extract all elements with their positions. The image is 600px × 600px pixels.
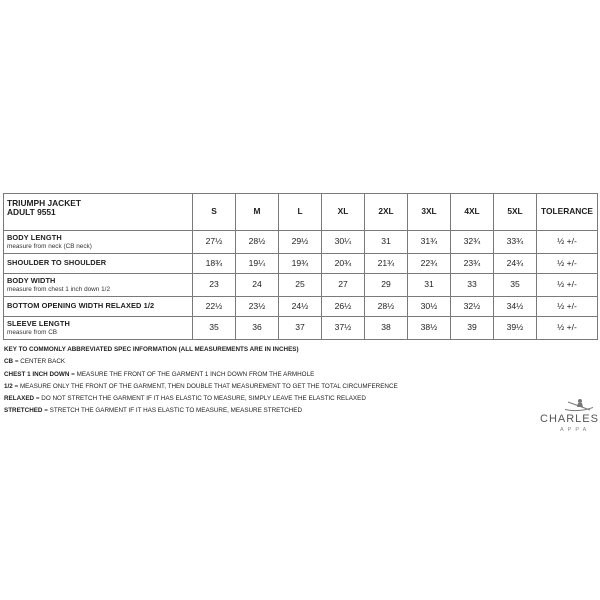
size-spec-table <box>3 193 598 340</box>
measurement-value: 23 <box>193 274 236 297</box>
measurement-value: 29½ <box>279 231 322 254</box>
tolerance-value: ½ +/- <box>537 231 598 254</box>
key-item <box>4 393 597 405</box>
measurement-value: 27½ <box>193 231 236 254</box>
key-definition: = DO NOT STRETCH THE GARMENT IF IT HAS ELASTIC TO MEASURE, SIMPLY LEAVE THE ELASTIC RELAXED <box>34 395 366 403</box>
measurement-value: 33 <box>451 274 494 297</box>
key-item <box>4 369 597 381</box>
measurement-label: BOTTOM OPENING WIDTH RELAXED 1/2 <box>7 301 155 311</box>
measurement-value: 22¾ <box>408 254 451 274</box>
measurement-value: 26½ <box>322 297 365 317</box>
measurement-value: 34½ <box>494 297 537 317</box>
measurement-name-cell <box>4 231 193 254</box>
measurement-value: 39½ <box>494 317 537 340</box>
table-header-row <box>4 194 598 231</box>
measurement-value: 37 <box>279 317 322 340</box>
measurement-label: BODY LENGTH <box>7 233 62 243</box>
measurement-value: 35 <box>494 274 537 297</box>
measurement-value: 24 <box>236 274 279 297</box>
size-header: L <box>279 194 322 231</box>
table-row <box>4 317 598 340</box>
size-header: 4XL <box>451 194 494 231</box>
table-row <box>4 297 598 317</box>
size-header: 2XL <box>365 194 408 231</box>
measurement-value: 31 <box>365 231 408 254</box>
measurement-value: 27 <box>322 274 365 297</box>
measurement-value: 36 <box>236 317 279 340</box>
tolerance-value: ½ +/- <box>537 274 598 297</box>
measurement-value: 35 <box>193 317 236 340</box>
measurement-value: 22½ <box>193 297 236 317</box>
key-definition: = CENTER BACK <box>13 358 66 366</box>
measurement-value: 29 <box>365 274 408 297</box>
size-header: XL <box>322 194 365 231</box>
measurement-value: 23¾ <box>451 254 494 274</box>
tolerance-value: ½ +/- <box>537 297 598 317</box>
key-definition: = STRETCH THE GARMENT IF IT HAS ELASTIC TO MEASURE, MEASURE STRETCHED <box>42 407 303 415</box>
size-header: S <box>193 194 236 231</box>
measurement-value: 21¾ <box>365 254 408 274</box>
measurement-value: 18¾ <box>193 254 236 274</box>
table-row <box>4 274 598 297</box>
key-item <box>4 356 597 368</box>
measurement-value: 38 <box>365 317 408 340</box>
product-style-number: ADULT 9551 <box>7 207 56 218</box>
measurement-value: 33¾ <box>494 231 537 254</box>
tolerance-value: ½ +/- <box>537 254 598 274</box>
key-definition: = MEASURE THE FRONT OF THE GARMENT 1 INCH DOWN FROM THE ARMHOLE <box>69 370 315 378</box>
brand-name: CHARLES <box>540 413 599 425</box>
measurement-note: measure from chest 1 inch down 1/2 <box>7 285 111 293</box>
size-header: 3XL <box>408 194 451 231</box>
measurement-value: 39 <box>451 317 494 340</box>
key-item <box>4 381 597 393</box>
measurement-value: 31 <box>408 274 451 297</box>
key-item <box>4 405 597 417</box>
key-term: 1/2 <box>4 382 13 390</box>
tolerance-header: TOLERANCE <box>537 194 598 231</box>
measurement-name-cell <box>4 297 193 317</box>
table-row <box>4 231 598 254</box>
measurement-value: 24½ <box>279 297 322 317</box>
measurement-name-cell <box>4 254 193 274</box>
measurement-value: 19¾ <box>279 254 322 274</box>
measurement-value: 32¾ <box>451 231 494 254</box>
key-definition: = MEASURE ONLY THE FRONT OF THE GARMENT, THEN DOUBLE THAT MEASUREMENT TO GET THE TOTAL CIRCUMFERENCE <box>12 382 398 390</box>
key-term: STRETCHED <box>4 407 43 415</box>
spec-sheet <box>3 193 597 418</box>
measurement-value: 37½ <box>322 317 365 340</box>
measurement-value: 30¼ <box>322 231 365 254</box>
rowing-boat-icon <box>564 398 594 412</box>
measurement-note: measure from neck (CB neck) <box>7 242 92 250</box>
brand-subtext: APPA <box>560 427 591 433</box>
measurement-value: 24¾ <box>494 254 537 274</box>
measurement-value: 20¾ <box>322 254 365 274</box>
key-title: KEY TO COMMONLY ABBREVIATED SPEC INFORMATION (ALL MEASUREMENTS ARE IN INCHES) <box>4 346 299 353</box>
measurement-name-cell <box>4 274 193 297</box>
measurement-value: 28½ <box>365 297 408 317</box>
measurement-label: BODY WIDTH <box>7 276 56 286</box>
measurement-value: 28½ <box>236 231 279 254</box>
key-term: RELAXED <box>4 395 35 403</box>
measurement-value: 31¾ <box>408 231 451 254</box>
brand-logo <box>540 398 600 438</box>
tolerance-value: ½ +/- <box>537 317 598 340</box>
measurement-value: 38½ <box>408 317 451 340</box>
abbreviation-key <box>3 344 597 418</box>
measurement-value: 32½ <box>451 297 494 317</box>
measurement-value: 23½ <box>236 297 279 317</box>
key-term: CB <box>4 358 14 366</box>
product-title-cell <box>4 194 193 231</box>
measurement-label: SHOULDER TO SHOULDER <box>7 258 107 268</box>
measurement-name-cell <box>4 317 193 340</box>
size-header: 5XL <box>494 194 537 231</box>
measurement-label: SLEEVE LENGTH <box>7 319 70 329</box>
key-term: CHEST 1 INCH DOWN <box>4 370 70 378</box>
size-header: M <box>236 194 279 231</box>
measurement-note: measure from CB <box>7 328 58 336</box>
measurement-value: 19¼ <box>236 254 279 274</box>
measurement-value: 30½ <box>408 297 451 317</box>
table-row <box>4 254 598 274</box>
measurement-value: 25 <box>279 274 322 297</box>
product-title: TRIUMPH JACKET <box>7 198 81 208</box>
